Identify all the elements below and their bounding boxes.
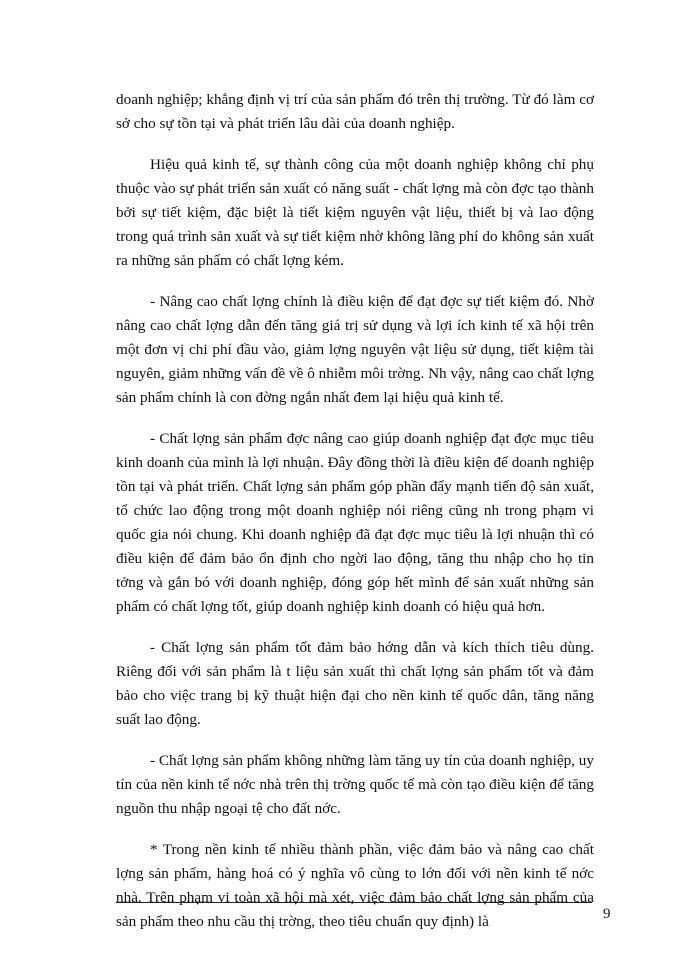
paragraph-economic-efficiency: Hiệu quả kinh tế, sự thành công của một doanh nghiệp không chỉ phụ thuộc vào sự phát triển sản xuất có năng suất - chất lợng mà còn đợc tạo thành bởi sự tiết kiệm, đặc biệt là tiết kiệm nguyên vật liệu, thiết bị và lao động trong quá trình sản xuất và sự tiết kiệm nhờ không lãng phí do không sản xuất ra những sản phẩm có chất lợng kém. bbox=[116, 156, 594, 269]
page-number: 9 bbox=[603, 906, 611, 922]
paragraph-multi-sector-economy: * Trong nền kinh tế nhiều thành phần, việc đảm bảo và nâng cao chất lợng sản phẩm, hàng hoá có ý nghĩa vô cùng to lớn đối với nền kinh tế nớc nhà. Trên phạm vi toàn xã hội mà xét, việc đảm bảo chất lợng sản phẩm của sản phẩm theo nhu cầu thị trờng, theo tiêu chuẩn quy định) là bbox=[116, 841, 594, 930]
document-page bbox=[116, 88, 594, 934]
footer-divider bbox=[116, 902, 592, 903]
paragraph-continuation: doanh nghiệp; khẳng định vị trí của sản phẩm đó trên thị trường. Từ đó làm cơ sở cho sự tồn tại và phát triển lâu dài của doanh nghiệp. bbox=[116, 91, 594, 132]
paragraph-consumption: - Chất lợng sản phẩm tốt đảm bảo hớng dẫn và kích thích tiêu dùng. Riêng đối với sản phẩm là t liệu sản xuất thì chất lợng sản phẩm tốt và đảm bảo cho việc trang bị kỹ thuật hiện đại cho nền kinh tế quốc dân, tăng năng suất lao động. bbox=[116, 639, 594, 728]
paragraph-quality-savings: - Nâng cao chất lợng chính là điều kiện để đạt đợc sự tiết kiệm đó. Nhờ nâng cao chất lợng dẫn đến tăng giá trị sử dụng và lợi ích kinh tế xã hội trên một đơn vị chi phí đầu vào, giảm lợng nguyên vật liệu sử dụng, tiết kiệm tài nguyên, giảm những vấn đề về ô nhiễm môi trờng. Nh vậy, nâng cao chất lợng sản phẩm chính là con đờng ngắn nhất đem lại hiệu quả kinh tế. bbox=[116, 293, 594, 406]
paragraph-business-goals: - Chất lợng sản phẩm đợc nâng cao giúp doanh nghiệp đạt đợc mục tiêu kinh doanh của mình là lợi nhuận. Đây đồng thời là điều kiện để doanh nghiệp tồn tại và phát triển. Chất lợng sản phẩm góp phần đẩy mạnh tiến độ sản xuất, tổ chức lao động trong một doanh nghiệp nói riêng cũng nh trong phạm vi quốc gia nói chung. Khi doanh nghiệp đã đạt đợc mục tiêu là lợi nhuận thì có điều kiện để đảm bảo ổn định cho ngời lao động, tăng thu nhập cho họ tin tởng và gắn bó với doanh nghiệp, đóng góp hết mình để sản xuất những sản phẩm có chất lợng tốt, giúp doanh nghiệp kinh doanh có hiệu quả hơn. bbox=[116, 430, 594, 615]
paragraph-reputation: - Chất lợng sản phẩm không những làm tăng uy tín của doanh nghiệp, uy tín của nền kinh tế nớc nhà trên thị trờng quốc tế mà còn tạo điều kiện để tăng nguồn thu nhập ngoại tệ cho đất nớc. bbox=[116, 752, 594, 817]
